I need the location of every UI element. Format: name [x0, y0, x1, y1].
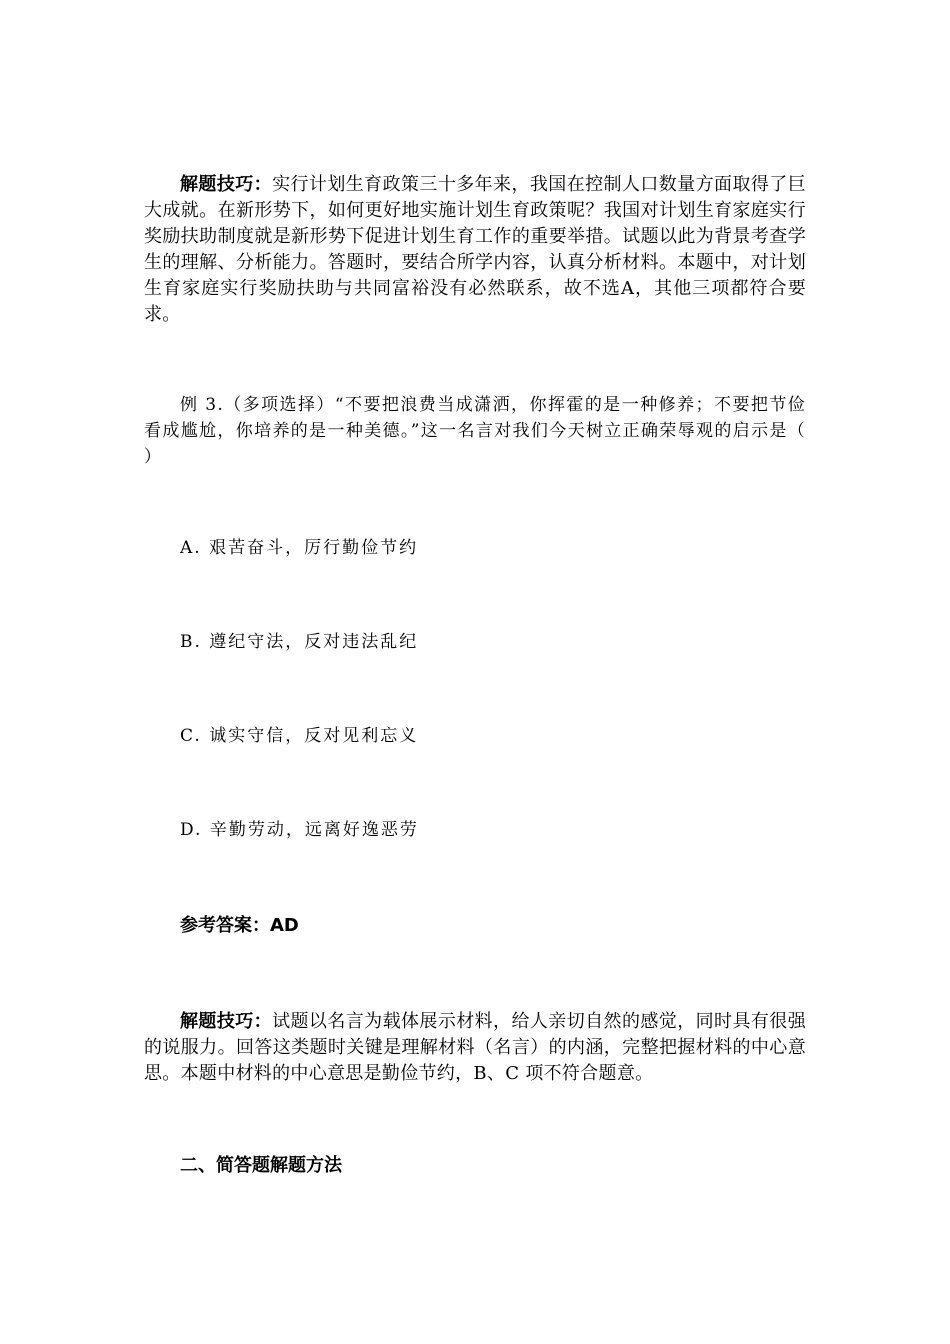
tip-text: 试题以名言为载体展示材料，给人亲切自然的感觉，同时具有很强的说服力。回答这类题时关键是理解材料（名言）的内涵，完整把握材料的中心意思。本题中材料的中心意思是勤俭节约，B、C 项不符合题意。 — [144, 1011, 806, 1084]
option-b: B. 遵纪守法，反对违法乱纪 — [180, 632, 419, 652]
option-c: C. 诚实守信，反对见利忘义 — [180, 726, 419, 746]
example-3-question: 例 3.（多项选择）“不要把浪费当成潇洒，你挥霍的是一种修养；不要把节俭看成尴尬，你培养的是一种美德。”这一名言对我们今天树立正确荣辱观的启示是（ ） — [144, 395, 806, 467]
reference-answer — [180, 913, 299, 939]
section-heading: 二、简答题解题方法 — [180, 1155, 342, 1176]
tip-label: 解题技巧： — [180, 174, 273, 195]
answer-value: AD — [270, 915, 299, 936]
tip-text: 实行计划生育政策三十多年来，我国在控制人口数量方面取得了巨大成就。在新形势下，如何更好地实施计划生育政策呢？我国对计划生育家庭实行奖励扶助制度就是新形势下促进计划生育工作的重要举措。试题以此为背景考查学生的理解、分析能力。答题时，要结合所学内容，认真分析材料。本题中，对计划生育家庭实行奖励扶助与共同富裕没有必然联系，故不选A，其他三项都符合要求。 — [144, 174, 806, 325]
tip-paragraph-1 — [144, 172, 806, 328]
option-a: A. 艰苦奋斗，厉行勤俭节约 — [180, 538, 419, 558]
tip-label: 解题技巧： — [180, 1011, 273, 1032]
option-d: D. 辛勤劳动，远离好逸恶劳 — [180, 820, 419, 840]
answer-label: 参考答案： — [180, 915, 270, 936]
tip-paragraph-2 — [144, 1009, 806, 1087]
